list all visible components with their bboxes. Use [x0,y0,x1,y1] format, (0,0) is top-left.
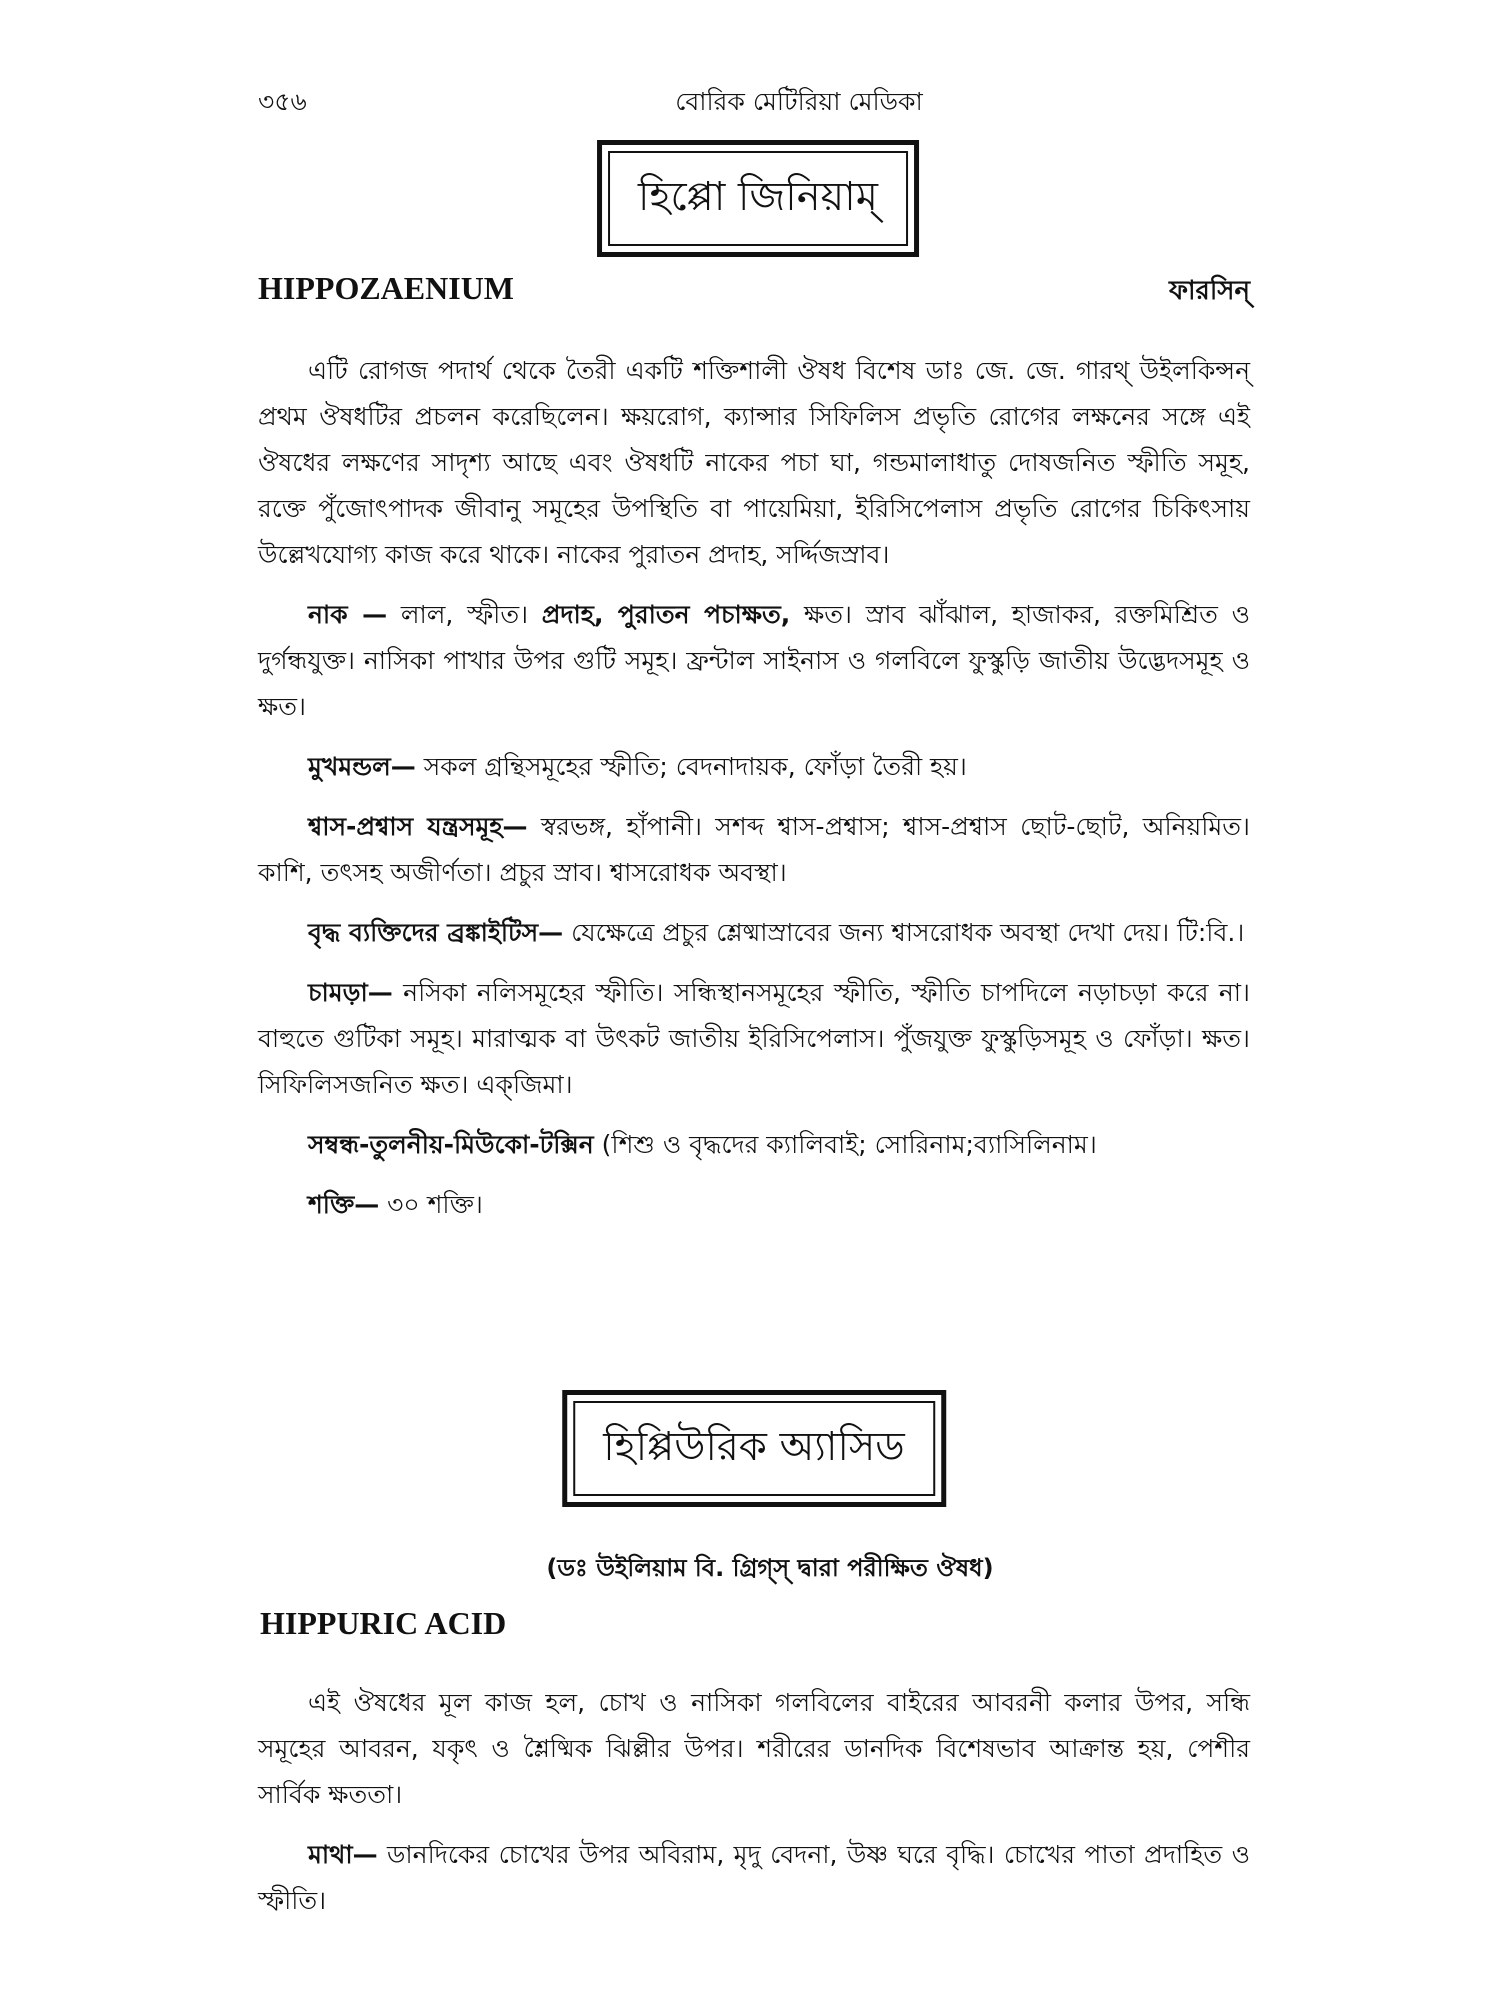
prover-note: (ডঃ উইলিয়াম বি. গ্রিগ্‌স্ দ্বারা পরীক্ষিত ঔষধ) [546,1554,994,1582]
section-head: নাক — [308,600,388,629]
intro-paragraph-1: এটি রোগজ পদার্থ থেকে তৈরী একটি শক্তিশালী ঔষধ বিশেষ ডাঃ জে. জে. গারথ্ উইলকিন্সন্ প্রথম ঔষধটির প্রচলন করেছিলেন। ক্ষয়রোগ, ক্যান্সার সিফিলিস প্রভৃতি রোগের লক্ষনের সঙ্গে এই ঔষধের লক্ষণের সাদৃশ্য আছে এবং ঔষধটি নাকের পচা ঘা, গন্ডমালাধাতু দোষজনিত স্ফীতি সমূহ, রক্তে পুঁজোৎপাদক জীবানু সমূহের উপস্থিতি বা পায়েমিয়া, ইরিসিপেলাস প্রভৃতি রোগের চিকিৎসায় উল্লেখযোগ্য কাজ করে থাকে। নাকের পুরাতন প্রদাহ, সর্দ্দিজস্রাব। [258,356,1250,569]
section-text: ৩০ শক্তি। [379,1190,483,1219]
section-head: বৃদ্ধ ব্যক্তিদের ব্রঙ্কাইটিস— [308,918,564,947]
section-head: সম্বন্ধ-তুলনীয়-মিউকো-টক্সিন [308,1130,594,1159]
page-number: ৩৫৬ [258,87,307,116]
section-head: চামড়া— [308,978,393,1007]
section-bold-text: প্রদাহ, পুরাতন পচাক্ষত, [541,600,791,629]
section-text: ডানদিকের চোখের উপর অবিরাম, মৃদু বেদনা, উষ্ণ ঘরে বৃদ্ধি। চোখের পাতা প্রদাহিত ও স্ফীতি। [258,1840,1250,1915]
section-text: যেক্ষেত্রে প্রচুর শ্লেষ্মাস্রাবের জন্য শ্বাসরোধক অবস্থা দেখা দেয়। টি:বি.। [563,918,1245,947]
section-head: শ্বাস-প্রশ্বাস যন্ত্রসমূহ— [308,812,528,841]
book-title: বোরিক মেটিরিয়া মেডিকা [675,87,923,116]
section-text: নসিকা নলিসমূহের স্ফীতি। সন্ধিস্থানসমূহের স্ফীতি, স্ফীতি চাপদিলে নড়াচড়া করে না। বাহুতে গুটিকা সমূহ। মারাত্মক বা উৎকট জাতীয় ইরিসিপেলাস। পুঁজযুক্ত ফুস্কুড়িসমূহ ও ফোঁড়া। ক্ষত। সিফিলিসজনিত ক্ষত। এক্‌জিমা। [258,978,1250,1099]
remedy-2-body [258,1680,1250,1938]
section-bronchitis [258,910,1250,956]
section-text: সকল গ্রন্থিসমূহের স্ফীতি; বেদনাদায়ক, ফোঁড়া তৈরী হয়। [415,752,967,781]
section-head: শক্তি— [308,1190,380,1219]
section-face [258,744,1250,790]
running-header [258,82,1250,122]
section-nose [258,592,1250,730]
section-text: স্বরভঙ্গ, হাঁপানী। সশব্দ শ্বাস-প্রশ্বাস; শ্বাস-প্রশ্বাস ছোট-ছোট, অনিয়মিত। কাশি, তৎসহ অজীর্ণতা। প্রচুর স্রাব। শ্বাসরোধক অবস্থা। [258,812,1250,887]
remedy-1-body [258,348,1250,1242]
section-text: (শিশু ও বৃদ্ধদের ক্যালিবাই; সোরিনাম;ব্যাসিলিনাম। [593,1130,1097,1159]
synonym: ফারসিন্ [1169,276,1250,306]
section-relationship [258,1122,1250,1168]
remedy-title-1: হিপ্পো জিনিয়াম্ [608,151,908,246]
latin-name-2: HIPPURIC ACID [260,1605,507,1641]
section-head: মাথা— [308,1840,378,1869]
section-skin [258,970,1250,1108]
section-respiratory [258,804,1250,896]
section-text-tail: ক্ষত। স্রাব ঝাঁঝাল, হাজাকর, রক্তমিশ্রিত ও দুর্গন্ধযুক্ত। নাসিকা পাখার উপর গুটি সমূহ। ফ্রন্টাল সাইনাস ও গলবিলে ফুস্কুড়ি জাতীয় উদ্ভেদসমূহ ও ক্ষত। [258,600,1250,721]
remedy-title-box-2 [562,1390,946,1507]
remedy-title-2: হিপ্পিউরিক অ্যাসিড [573,1401,935,1496]
section-text: লাল, স্ফীত। [387,600,542,629]
remedy-title-box-1 [597,140,919,257]
section-head-region [258,1832,1250,1924]
section-head: মুখমন্ডল— [308,752,416,781]
section-potency [258,1182,1250,1228]
intro-paragraph-2: এই ঔষধের মূল কাজ হল, চোখ ও নাসিকা গলবিলের বাইরের আবরনী কলার উপর, সন্ধি সমূহের আবরন, যকৃৎ ও শ্লৈষ্মিক ঝিল্লীর উপর। শরীরের ডানদিক বিশেষভাব আক্রান্ত হয়, পেশীর সার্বিক ক্ষততা। [258,1688,1250,1809]
latin-name-1: HIPPOZAENIUM [258,270,514,306]
